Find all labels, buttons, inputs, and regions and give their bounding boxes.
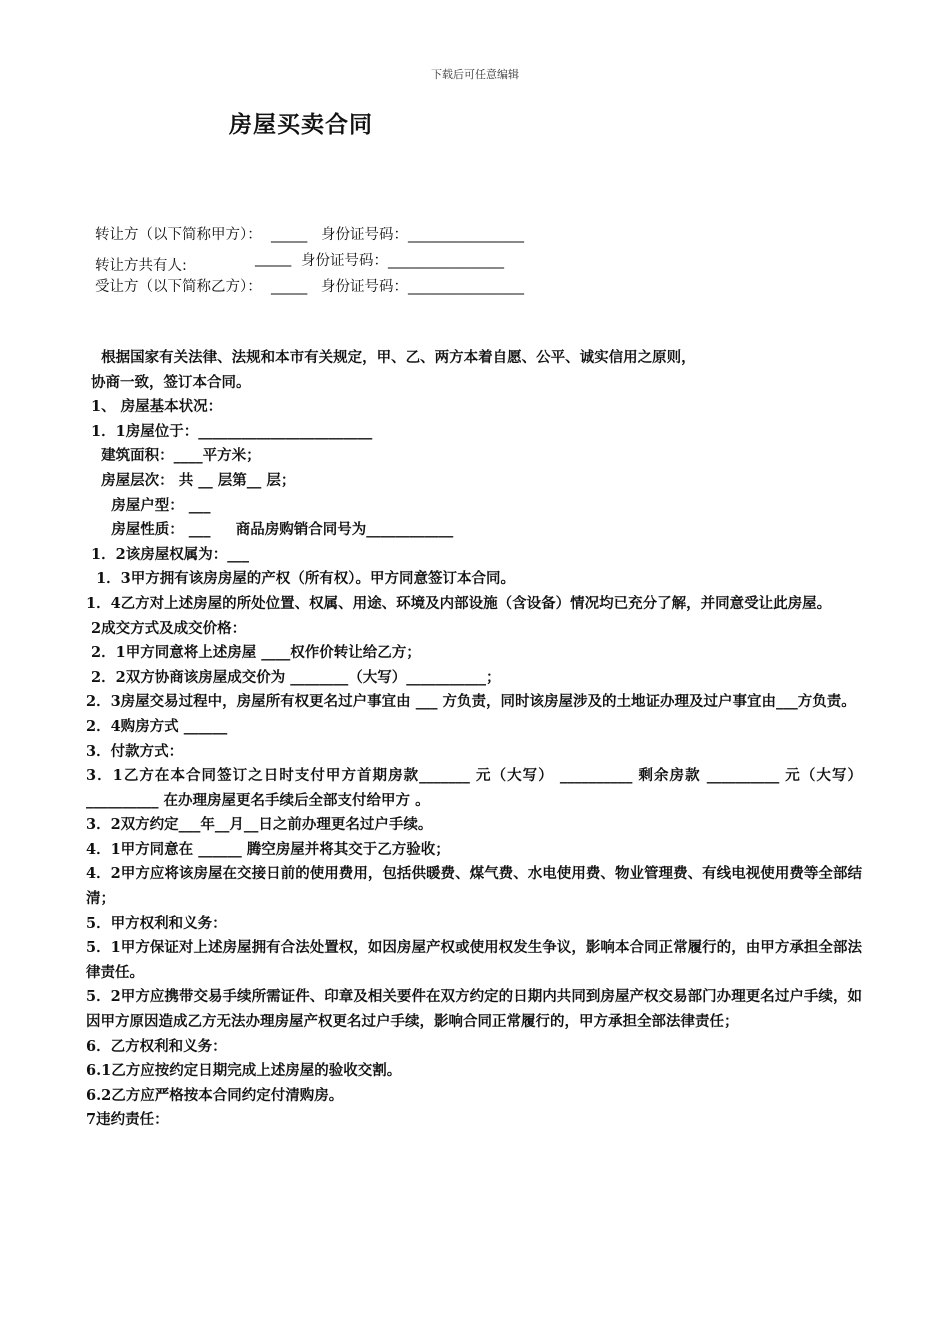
- paragraph: 房屋性质： ___ 商品房购销合同号为____________: [86, 521, 454, 539]
- paragraph: 7违约责任：: [86, 1111, 169, 1129]
- paragraph: 5．2甲方应携带交易手续所需证件、印章及相关要件在双方约定的日期内共同到房屋产权交易部门办理更名过户手续，如因甲方原因造成乙方无法办理房屋产权更名过户手续，影响合同正常履行的，甲方承担全部法律责任；: [86, 988, 862, 1031]
- header-note: 下载后可任意编辑: [431, 68, 519, 81]
- paragraph: 4．2甲方应将该房屋在交接日前的使用费用，包括供暖费、煤气费、水电使用费、物业管理费、有线电视使用费等全部结清；: [86, 865, 862, 908]
- paragraph: 5．1甲方保证对上述房屋拥有合法处置权，如因房屋产权或使用权发生争议，影响本合同正常履行的，由甲方承担全部法律责任。: [86, 939, 862, 981]
- paragraph: 协商一致，签订本合同。: [86, 373, 251, 391]
- paragraph: 6．乙方权利和义务：: [86, 1037, 227, 1055]
- paragraph: 2．3房屋交易过程中，房屋所有权更名过户事宜由 ___ 方负责，同时该房屋涉及的土地证办理及过户事宜由___方负责。: [86, 693, 856, 711]
- co-owner-label: 转让方共有人:: [95, 258, 187, 274]
- paragraph: 3．1乙方在本合同签订之日时支付甲方首期房款_______ 元（大写） __________ 剩余房款 __________ 元（大写） __________ 在办理房屋更名手续后全部支付给甲方 。: [86, 767, 862, 809]
- document-title: 房屋买卖合同: [229, 112, 373, 138]
- paragraph: 3．付款方式：: [86, 742, 184, 760]
- paragraph: 1．2该房屋权属为：___: [86, 545, 249, 563]
- contract-body: [86, 346, 862, 1133]
- transferee-line: 受让方（以下简称乙方）： _____ 身份证号码：________________: [95, 279, 525, 295]
- paragraph: 3．2双方约定___年__月__日之前办理更名过户手续。: [86, 816, 433, 834]
- paragraph: 1、 房屋基本状况：: [86, 398, 223, 416]
- paragraph: 1．1房屋位于：________________________: [86, 422, 373, 440]
- paragraph: 2成交方式及成交价格：: [86, 619, 247, 637]
- paragraph: 4．1甲方同意在 ______ 腾空房屋并将其交于乙方验收；: [86, 840, 450, 858]
- paragraph: 6.2乙方应严格按本合同约定付清购房。: [86, 1086, 344, 1104]
- paragraph: 5．甲方权利和义务：: [86, 914, 227, 932]
- paragraph: 1．3甲方拥有该房房屋的产权（所有权）。甲方同意签订本合同。: [86, 570, 516, 588]
- paragraph: 房屋层次： 共 __ 层第__ 层；: [86, 471, 296, 489]
- paragraph: 建筑面积：____平方米；: [86, 447, 261, 465]
- paragraph: 2．1甲方同意将上述房屋 ____权作价转让给乙方；: [86, 644, 421, 662]
- paragraph: 房屋户型： ___: [86, 496, 211, 514]
- co-owner-blank: _____: [255, 251, 292, 267]
- paragraph: 6.1乙方应按约定日期完成上述房屋的验收交割。: [86, 1062, 402, 1080]
- co-owner-id-line: 身份证号码：________________: [301, 253, 504, 269]
- paragraph: 2．2双方协商该房屋成交价为 ________（大写）___________；: [86, 668, 501, 686]
- paragraph: 根据国家有关法律、法规和本市有关规定，甲、乙、两方本着自愿、公平、诚实信用之原则，: [86, 349, 696, 366]
- paragraph: 1．4乙方对上述房屋的所处位置、权属、用途、环境及内部设施（含设备）情况均已充分了解，并同意受让此房屋。: [86, 594, 832, 612]
- paragraph: 2．4购房方式 ______: [86, 717, 228, 735]
- transferor-line: 转让方（以下简称甲方）： _____ 身份证号码：________________: [95, 227, 525, 243]
